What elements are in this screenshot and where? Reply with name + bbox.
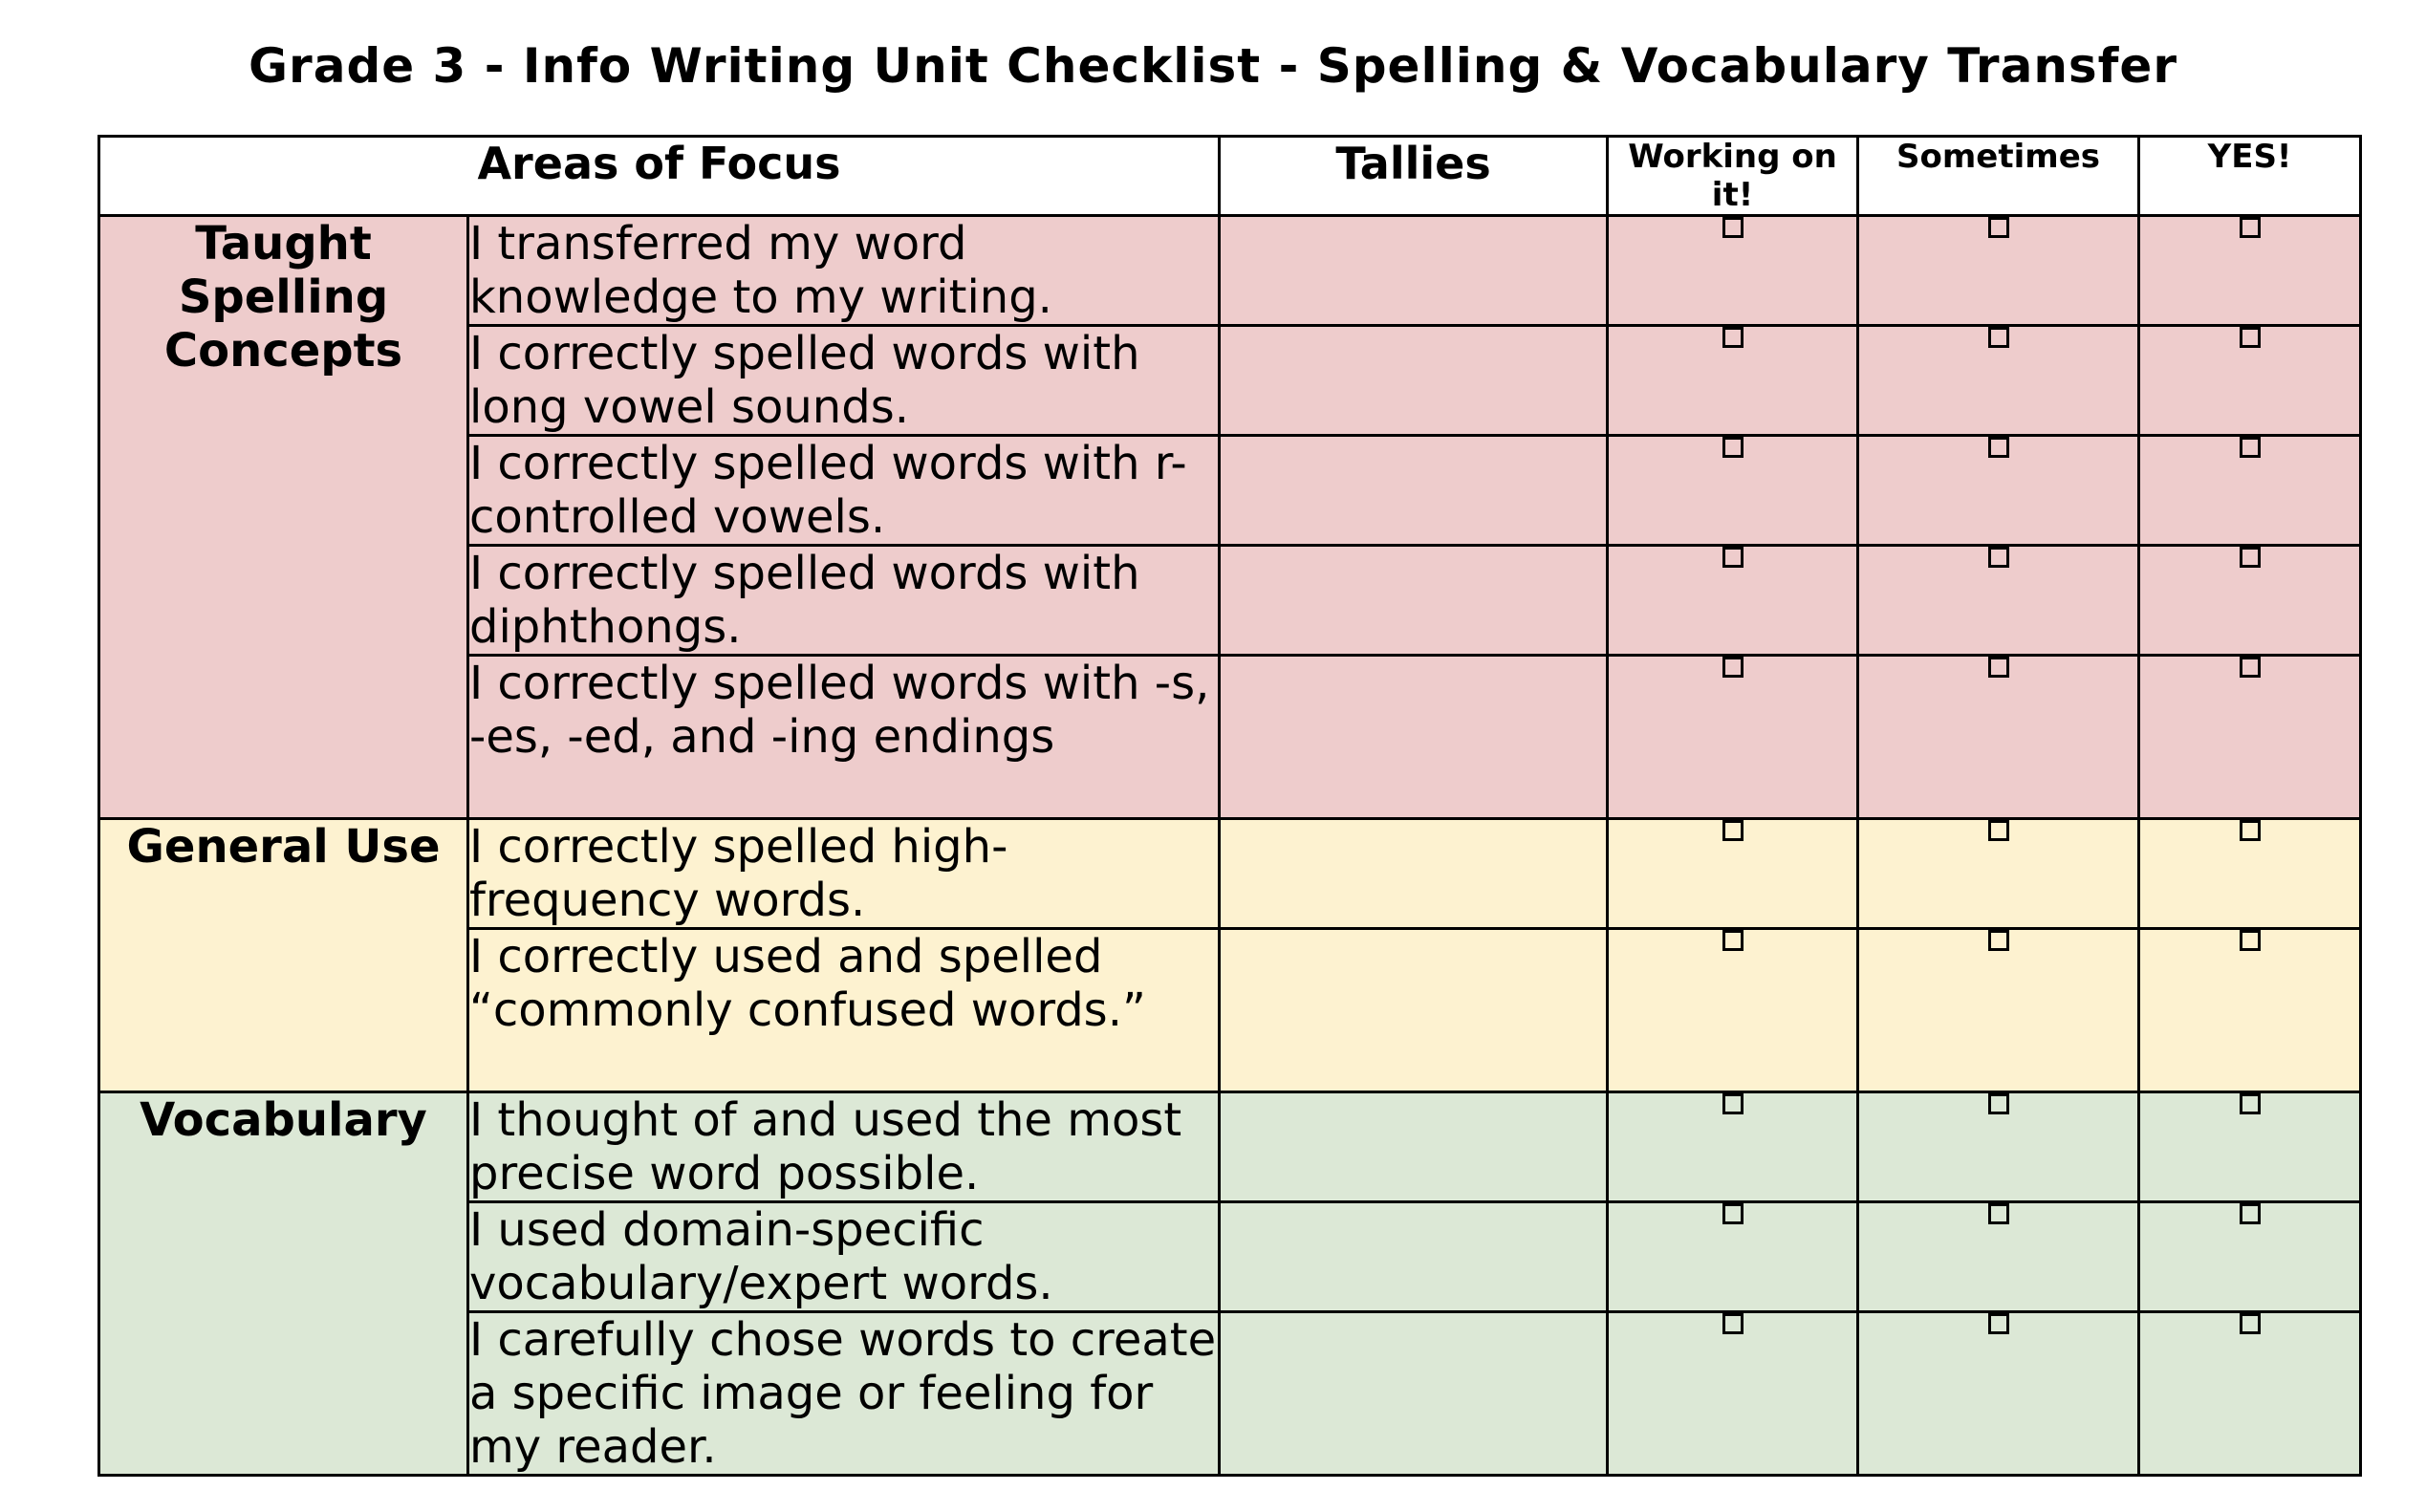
- table-row: [99, 819, 2361, 929]
- tally-cell[interactable]: [1220, 436, 1608, 546]
- checkbox-cell-sometimes: [1858, 1312, 2139, 1476]
- category-label: Taught Spelling Concepts: [99, 216, 468, 819]
- tally-cell[interactable]: [1220, 1202, 1608, 1312]
- checkbox-cell-yes: [2139, 656, 2361, 819]
- checkbox-working[interactable]: [1722, 820, 1744, 841]
- page-title: Grade 3 - Info Writing Unit Checklist - Spelling & Vocabulary Transfer: [249, 38, 2177, 94]
- checkbox-yes[interactable]: [2240, 820, 2261, 841]
- checklist-table: [97, 135, 2362, 1477]
- checklist-body: [99, 216, 2361, 1476]
- checkbox-working[interactable]: [1722, 930, 1744, 951]
- checkbox-working[interactable]: [1722, 217, 1744, 238]
- checkbox-cell-working: [1608, 656, 1858, 819]
- tally-cell[interactable]: [1220, 546, 1608, 656]
- checkbox-yes[interactable]: [2240, 547, 2261, 568]
- checkbox-yes[interactable]: [2240, 1313, 2261, 1334]
- checkbox-cell-yes: [2139, 326, 2361, 436]
- checkbox-cell-yes: [2139, 1202, 2361, 1312]
- checkbox-cell-working: [1608, 1092, 1858, 1202]
- checkbox-yes[interactable]: [2240, 437, 2261, 458]
- checkbox-cell-yes: [2139, 1312, 2361, 1476]
- checkbox-yes[interactable]: [2240, 217, 2261, 238]
- header-working-on-it: Working on it!: [1608, 137, 1858, 216]
- table-row: [99, 216, 2361, 326]
- checkbox-yes[interactable]: [2240, 657, 2261, 678]
- checkbox-sometimes[interactable]: [1988, 327, 2009, 348]
- checkbox-cell-sometimes: [1858, 436, 2139, 546]
- tally-cell[interactable]: [1220, 326, 1608, 436]
- checkbox-yes[interactable]: [2240, 327, 2261, 348]
- checkbox-sometimes[interactable]: [1988, 217, 2009, 238]
- checkbox-yes[interactable]: [2240, 1203, 2261, 1224]
- checkbox-sometimes[interactable]: [1988, 547, 2009, 568]
- category-label: General Use: [99, 819, 468, 1092]
- checkbox-cell-working: [1608, 1312, 1858, 1476]
- table-row: [99, 1092, 2361, 1202]
- header-sometimes: Sometimes: [1858, 137, 2139, 216]
- checkbox-working[interactable]: [1722, 1313, 1744, 1334]
- checkbox-cell-working: [1608, 436, 1858, 546]
- checkbox-cell-sometimes: [1858, 929, 2139, 1092]
- checklist-item-text: I correctly spelled words with r-controlled vowels.: [468, 436, 1220, 546]
- tally-cell[interactable]: [1220, 929, 1608, 1092]
- checkbox-cell-working: [1608, 546, 1858, 656]
- checklist-item-text: I correctly used and spelled “commonly confused words.”: [468, 929, 1220, 1092]
- checkbox-cell-yes: [2139, 1092, 2361, 1202]
- header-areas-of-focus: Areas of Focus: [99, 137, 1220, 216]
- checkbox-sometimes[interactable]: [1988, 820, 2009, 841]
- checkbox-cell-yes: [2139, 929, 2361, 1092]
- checkbox-cell-sometimes: [1858, 216, 2139, 326]
- header-tallies: Tallies: [1220, 137, 1608, 216]
- category-label: Vocabulary: [99, 1092, 468, 1476]
- checkbox-working[interactable]: [1722, 657, 1744, 678]
- checklist-item-text: I correctly spelled words with -s, -es, -ed, and -ing endings: [468, 656, 1220, 819]
- checkbox-cell-working: [1608, 326, 1858, 436]
- checkbox-sometimes[interactable]: [1988, 1313, 2009, 1334]
- tally-cell[interactable]: [1220, 656, 1608, 819]
- checkbox-cell-yes: [2139, 819, 2361, 929]
- checklist-item-text: I correctly spelled words with diphthongs.: [468, 546, 1220, 656]
- checkbox-working[interactable]: [1722, 327, 1744, 348]
- checklist-item-text: I transferred my word knowledge to my writing.: [468, 216, 1220, 326]
- checkbox-sometimes[interactable]: [1988, 657, 2009, 678]
- checkbox-sometimes[interactable]: [1988, 1203, 2009, 1224]
- tally-cell[interactable]: [1220, 819, 1608, 929]
- checkbox-working[interactable]: [1722, 1093, 1744, 1114]
- checkbox-cell-yes: [2139, 546, 2361, 656]
- checkbox-cell-sometimes: [1858, 1092, 2139, 1202]
- checkbox-cell-yes: [2139, 216, 2361, 326]
- checkbox-cell-sometimes: [1858, 656, 2139, 819]
- checkbox-working[interactable]: [1722, 1203, 1744, 1224]
- checklist-item-text: I carefully chose words to create a specific image or feeling for my reader.: [468, 1312, 1220, 1476]
- checkbox-working[interactable]: [1722, 437, 1744, 458]
- header-yes: YES!: [2139, 137, 2361, 216]
- checkbox-cell-working: [1608, 819, 1858, 929]
- checkbox-sometimes[interactable]: [1988, 437, 2009, 458]
- checkbox-cell-sometimes: [1858, 819, 2139, 929]
- checkbox-cell-working: [1608, 216, 1858, 326]
- checklist-item-text: I correctly spelled high-frequency words.: [468, 819, 1220, 929]
- checklist-item-text: I correctly spelled words with long vowel sounds.: [468, 326, 1220, 436]
- checkbox-yes[interactable]: [2240, 930, 2261, 951]
- checkbox-cell-working: [1608, 929, 1858, 1092]
- checkbox-cell-sometimes: [1858, 1202, 2139, 1312]
- checklist-item-text: I used domain-specific vocabulary/expert words.: [468, 1202, 1220, 1312]
- tally-cell[interactable]: [1220, 1092, 1608, 1202]
- checkbox-sometimes[interactable]: [1988, 930, 2009, 951]
- checkbox-cell-sometimes: [1858, 546, 2139, 656]
- checkbox-working[interactable]: [1722, 547, 1744, 568]
- tally-cell[interactable]: [1220, 1312, 1608, 1476]
- tally-cell[interactable]: [1220, 216, 1608, 326]
- checkbox-cell-yes: [2139, 436, 2361, 546]
- checkbox-sometimes[interactable]: [1988, 1093, 2009, 1114]
- checkbox-cell-sometimes: [1858, 326, 2139, 436]
- checklist-item-text: I thought of and used the most precise word possible.: [468, 1092, 1220, 1202]
- checkbox-cell-working: [1608, 1202, 1858, 1312]
- checkbox-yes[interactable]: [2240, 1093, 2261, 1114]
